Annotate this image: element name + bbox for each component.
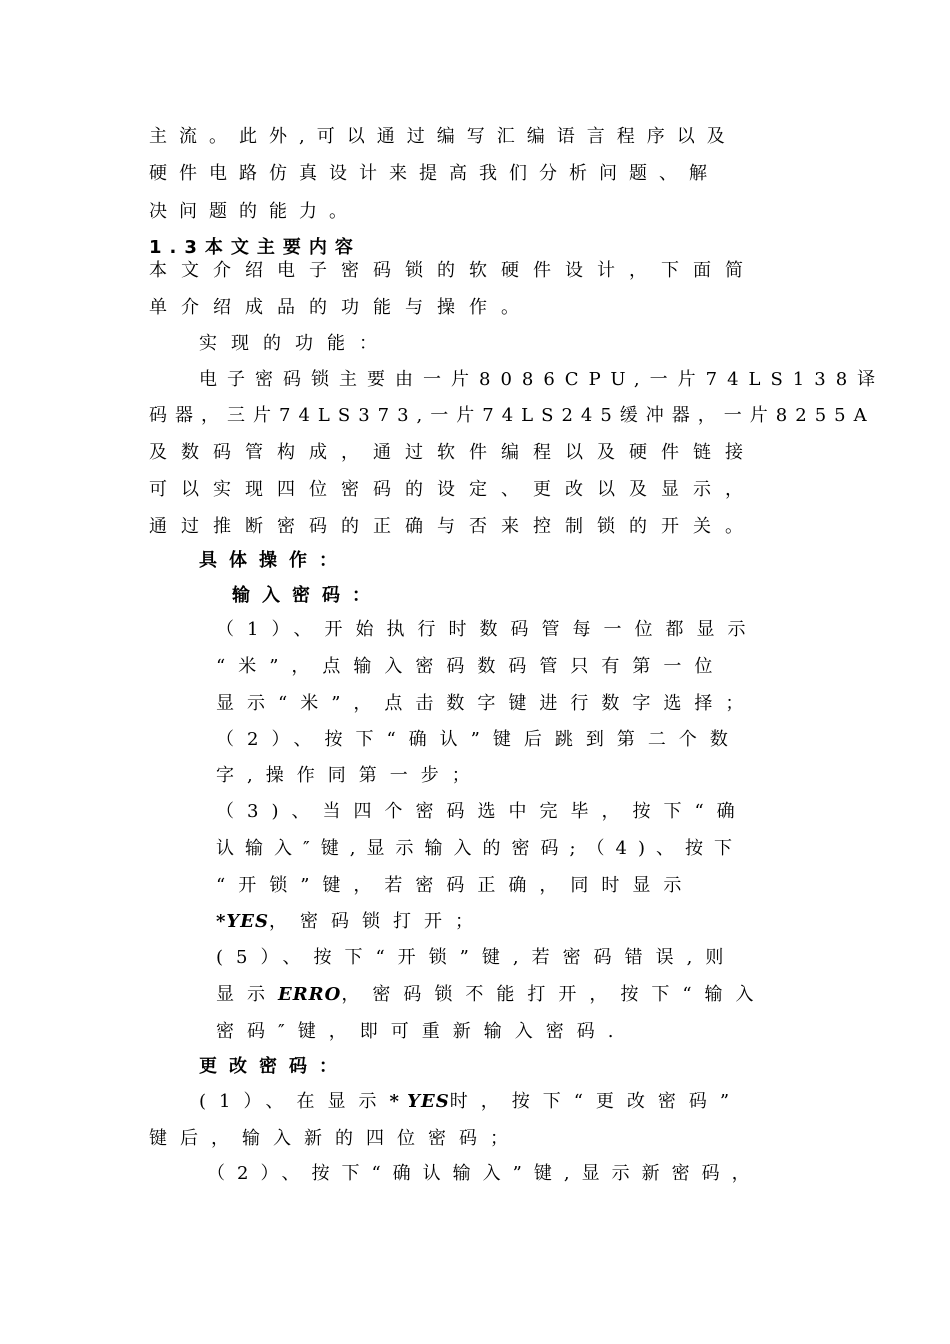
paragraph-line: （2）、按下“确认”键后跳到第二个数 — [216, 729, 741, 750]
paragraph-line: 键后，输入新的四位密码； — [149, 1128, 521, 1149]
paragraph-line: 可以实现四位密码的设定、更改以及显示， — [149, 479, 757, 500]
paragraph-line — [199, 1090, 799, 1114]
paragraph-line: “米”，点输入密码数码管只有第一位 — [216, 656, 726, 677]
paragraph-line: 码器，三片74LS373,一片74LS245缓冲器，一片8255A — [149, 405, 875, 426]
paragraph-line: 主流。此外,可以通过编写汇编语言程序以及 — [149, 126, 737, 147]
paragraph-line: 决问题的能力。 — [149, 201, 359, 222]
emphasis-text: *YES — [216, 911, 269, 932]
section-heading: 1.3本文主要内容 — [149, 237, 361, 258]
paragraph-line: (5）、按下“开锁”键,若密码错误,则 — [216, 947, 737, 968]
subheading-line: 具体操作： — [199, 550, 349, 571]
paragraph-line: （2）、按下“确认输入”键,显示新密码， — [207, 1163, 762, 1184]
paragraph-line: 认输入″键,显示输入的密码;（4)、按下 — [216, 838, 743, 859]
paragraph-line: （1）、开始执行时数码管每一位都显示 — [216, 619, 759, 640]
paragraph-line — [216, 910, 796, 934]
paragraph-line: 及数码管构成，通过软件编程以及硬件链接 — [149, 442, 757, 463]
paragraph-line: 字,操作同第一步； — [216, 765, 483, 786]
subheading-line: 实现的功能： — [199, 333, 391, 354]
line-text: ，密码锁不能打开，按下“输入 — [341, 984, 767, 1005]
paragraph-line: 电子密码锁主要由一片8086CPU,一片74LS138译 — [199, 369, 886, 390]
line-text: 时，按下“更改密码” — [449, 1091, 743, 1112]
paragraph-line: “开锁”键，若密码正确，同时显示 — [216, 875, 695, 896]
paragraph-line: 单介绍成品的功能与操作。 — [149, 297, 533, 318]
paragraph-line: 通过推断密码的正确与否来控制锁的开关。 — [149, 516, 757, 537]
line-text: 显示 — [216, 984, 278, 1005]
subheading-line: 输入密码： — [232, 585, 382, 606]
paragraph-line: 本文介绍电子密码锁的软硬件设计，下面简 — [149, 260, 757, 281]
line-text: (1）、在显示 — [199, 1091, 390, 1112]
paragraph-line: 密码″键，即可重新输入密码. — [216, 1021, 627, 1042]
subheading-line: 更改密码： — [199, 1056, 349, 1077]
emphasis-text: ERRO — [278, 984, 342, 1005]
line-text: ，密码锁打开； — [268, 911, 486, 932]
paragraph-line: （3)、当四个密码选中完毕，按下“确 — [216, 801, 748, 822]
paragraph-line: 显示“米”，点击数字键进行数字选择； — [216, 693, 757, 714]
emphasis-text: * YES — [389, 1091, 450, 1112]
paragraph-line — [216, 983, 796, 1007]
paragraph-line: 硬件电路仿真设计来提高我们分析问题、解 — [149, 163, 719, 184]
